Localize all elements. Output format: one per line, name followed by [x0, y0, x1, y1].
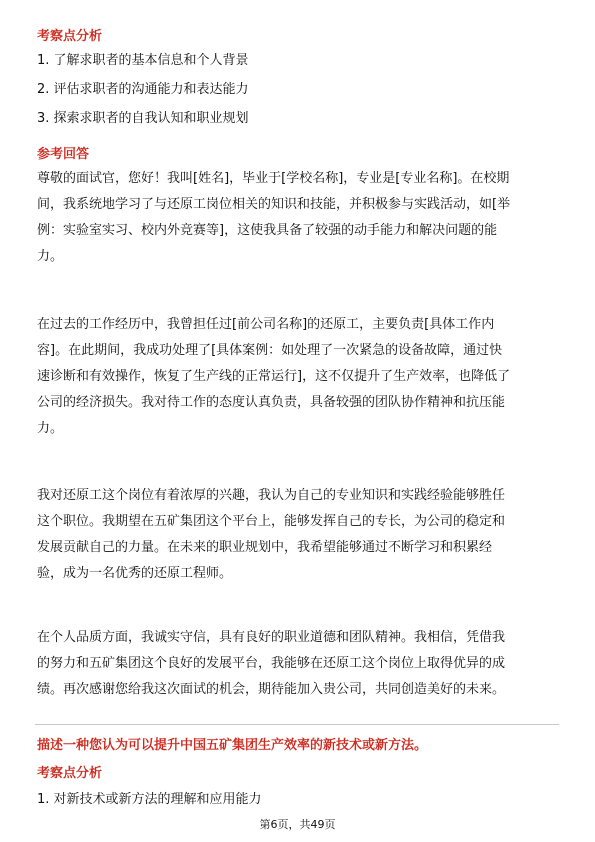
question-title: 描述一种您认为可以提升中国五矿集团生产效率的新技术或新方法。	[37, 738, 428, 753]
paragraph-line: 绩。再次感谢您给我这次面试的机会，期待能加入贵公司，共同创造美好的未来。	[37, 682, 506, 697]
paragraph-line: 公司的经济损失。我对待工作的态度认真负责，具备较强的团队协作精神和抗压能	[37, 395, 506, 410]
section-heading-analysis: 考察点分析	[37, 29, 103, 44]
paragraph-line: 速诊断和有效操作，恢复了生产线的正常运行]，这不仅提升了生产效率，也降低了	[37, 369, 511, 384]
paragraph-line: 尊敬的面试官，您好！我叫[姓名]，毕业于[学校名称]，专业是[专业名称]。在校期	[37, 171, 510, 186]
answer-paragraph-3	[37, 483, 561, 587]
answer-paragraph-2	[37, 312, 561, 442]
paragraph-line: 发展贡献自己的力量。在未来的职业规划中，我希望能够通过不断学习和积累经	[37, 540, 493, 555]
paragraph-line: 例：实验室实习、校内外竞赛等]，这使我具备了较强的动手能力和解决问题的能	[37, 223, 498, 238]
page-number: 第6页，共49页	[259, 818, 336, 831]
list-item: 1. 对新技术或新方法的理解和应用能力	[37, 792, 262, 807]
list-item: 2. 评估求职者的沟通能力和表达能力	[37, 82, 249, 97]
paragraph-line: 力。	[37, 421, 64, 436]
paragraph-line: 我对还原工这个岗位有着浓厚的兴趣，我认为自己的专业知识和实践经验能够胜任	[37, 488, 506, 503]
list-item: 3. 探索求职者的自我认知和职业规划	[37, 111, 249, 126]
answer-paragraph-1	[37, 166, 561, 270]
section-heading-answer: 参考回答	[37, 147, 90, 162]
paragraph-line: 验，成为一名优秀的还原工程师。	[37, 566, 233, 581]
paragraph-line: 容]。在此期间，我成功处理了[具体案例：如处理了一次紧急的设备故障，通过快	[37, 343, 503, 358]
paragraph-line: 在个人品质方面，我诚实守信，具有良好的职业道德和团队精神。我相信，凭借我	[37, 630, 506, 645]
section-heading-analysis: 考察点分析	[37, 766, 103, 781]
section-divider	[35, 724, 559, 725]
answer-paragraph-4	[37, 625, 561, 703]
paragraph-line: 的努力和五矿集团这个良好的发展平台，我能够在还原工这个岗位上取得优异的成	[37, 656, 506, 671]
paragraph-line: 这个职位。我期望在五矿集团这个平台上，能够发挥自己的专长，为公司的稳定和	[37, 514, 506, 529]
list-item: 1. 了解求职者的基本信息和个人背景	[37, 53, 249, 68]
paragraph-line: 力。	[37, 249, 64, 264]
paragraph-line: 在过去的工作经历中，我曾担任过[前公司名称]的还原工，主要负责[具体工作内	[37, 317, 495, 332]
paragraph-line: 间，我系统地学习了与还原工岗位相关的知识和技能，并积极参与实践活动，如[举	[37, 197, 511, 212]
